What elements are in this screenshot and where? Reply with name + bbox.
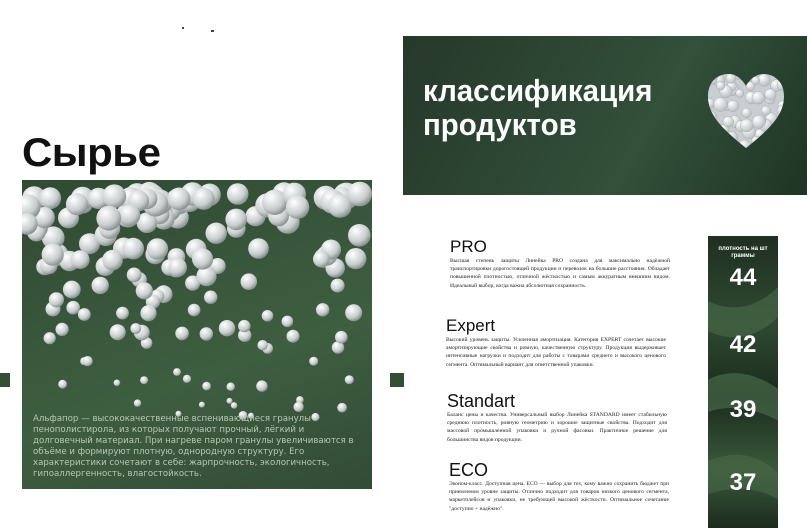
granule xyxy=(345,248,366,269)
granule xyxy=(204,291,217,304)
product-name: ECO xyxy=(449,460,489,480)
heart-granule xyxy=(740,119,753,132)
heart-granule xyxy=(777,142,786,150)
density-strip xyxy=(708,236,778,528)
heart-granule xyxy=(738,140,750,150)
granule xyxy=(39,187,61,209)
heart-granule xyxy=(736,89,744,97)
granule xyxy=(192,248,213,269)
heart-granule xyxy=(707,132,718,143)
granule xyxy=(63,281,81,299)
granule xyxy=(92,277,109,294)
granule xyxy=(193,188,215,210)
granule xyxy=(294,402,304,412)
granule xyxy=(42,244,64,266)
heart-granule xyxy=(777,79,786,90)
heart-granule xyxy=(706,111,717,123)
granule xyxy=(257,340,267,350)
heart-granule xyxy=(752,91,765,104)
granule xyxy=(227,398,233,404)
heart-granule xyxy=(768,134,782,148)
granule xyxy=(316,303,329,316)
granule xyxy=(168,188,191,211)
heart-granule xyxy=(777,72,786,82)
banner-title-line2: продуктов xyxy=(423,107,577,142)
granule xyxy=(227,183,249,205)
heart-granule xyxy=(742,108,752,118)
product-expert xyxy=(446,316,666,369)
product-name: PRO xyxy=(450,237,487,256)
raw-material-panel xyxy=(22,180,372,489)
granule xyxy=(71,250,90,269)
heart-granule xyxy=(723,116,734,127)
granule xyxy=(238,320,250,332)
heart-granule xyxy=(710,122,722,134)
product-standart xyxy=(447,391,667,444)
granule xyxy=(56,323,69,336)
granule xyxy=(78,308,91,321)
heart-granule xyxy=(777,121,786,135)
banner-title-line1: классификация xyxy=(423,73,653,108)
granule xyxy=(248,238,269,259)
granule xyxy=(225,209,247,231)
granule xyxy=(116,307,129,320)
granule xyxy=(102,184,126,208)
heart-granule xyxy=(714,98,728,112)
stray-mark xyxy=(182,27,184,29)
heart-granule xyxy=(775,122,784,131)
heart-granule xyxy=(761,106,770,115)
granule xyxy=(286,196,309,219)
granule xyxy=(130,323,141,334)
granule xyxy=(335,331,348,344)
heart-granule xyxy=(708,75,717,84)
granule xyxy=(49,292,64,307)
granule xyxy=(231,402,238,409)
product-description: Высшая степень защиты Линейка PRO создана для максимально надёжной транспортировки дорогостоящей продукции и перевозок на большие расстояния. Обладает повышенной плотностью, отличной жёсткостью и самым аккуратным внешним видом. Идеальный выбор, когда важна абсолютная сохранность. xyxy=(450,258,670,289)
classification-banner xyxy=(403,36,807,195)
granule xyxy=(175,327,189,341)
density-expert: 42 xyxy=(729,331,757,358)
granule xyxy=(147,238,168,259)
granule xyxy=(309,357,318,366)
heart-granule xyxy=(706,136,714,148)
granule xyxy=(227,383,235,391)
product-description: Высокий уровень защиты. Усиленная амортизация. Категория EXPERT сочетает высокие амортизирующие свойства и ровную, качественную структуру. Продукция выдерживает интенсивные нагрузки и подходит для работы с товарами среднего и высокого ценового сегмента. Оптимальный вариант для ответственной упаковки. xyxy=(446,337,666,368)
granule xyxy=(347,182,372,207)
heart-granule xyxy=(752,115,765,128)
granule xyxy=(188,304,201,317)
granule xyxy=(348,224,371,247)
granule xyxy=(206,223,227,244)
granule xyxy=(96,206,121,231)
raw-material-description: Альфапор — высококачественные вспенивающиеся гранулы пенополистирола, из которых получают прочный, лёгкий и долговечный материал. При нагреве паром гранулы увеличиваются в объёме и формируют плотную, однородную структуру. Его характеристики сочетают в себе: жарпрочность, экологичность, гипоаллергенность, влагостойкость. xyxy=(33,414,354,480)
granule xyxy=(140,376,148,384)
granule xyxy=(140,305,156,321)
banner-title xyxy=(423,74,652,142)
raw-material-title: Сырье xyxy=(22,131,161,175)
granule xyxy=(202,382,211,391)
density-standart: 39 xyxy=(729,396,757,423)
granule xyxy=(262,310,274,322)
product-pro xyxy=(450,237,670,290)
granule xyxy=(110,324,126,340)
granule xyxy=(58,380,67,389)
heart-granule xyxy=(752,77,760,85)
granule xyxy=(337,403,347,413)
heart-granule xyxy=(726,74,736,84)
granule xyxy=(345,375,354,384)
heart-granule xyxy=(717,138,731,150)
product-description: Эконом-класс. Доступная цена. ECO — выбор для тех, кому важно сохранить бюджет при приемлемом уровне защиты. Отлично подходит для товаров низкого ценового сегмента, маркетплейсов и упаковки, не требующей высокой жёсткости. Оптимальное сочетание "доступно + надёжно". xyxy=(449,481,669,512)
density-pro: 44 xyxy=(729,264,757,291)
heart-granule xyxy=(713,138,726,150)
granule xyxy=(256,380,267,391)
granule xyxy=(183,375,191,383)
granule xyxy=(44,332,56,344)
granule xyxy=(199,402,205,408)
stray-mark xyxy=(211,30,214,32)
granule xyxy=(219,320,235,336)
granule xyxy=(134,399,141,406)
granule xyxy=(102,250,123,271)
granule xyxy=(282,316,294,328)
granule xyxy=(287,330,300,343)
heart-granule xyxy=(716,81,725,90)
density-header: плотность на шт граммы xyxy=(718,246,768,259)
granule xyxy=(83,356,93,366)
heart-granule xyxy=(726,132,738,144)
granule xyxy=(313,251,330,268)
product-eco xyxy=(449,460,669,513)
heart-granule xyxy=(765,89,777,101)
granule xyxy=(168,258,187,277)
density-eco: 37 xyxy=(729,469,757,496)
product-name: Expert xyxy=(446,316,496,335)
page-marker-middle xyxy=(390,373,404,387)
heart-granules-icon xyxy=(706,72,786,150)
granule xyxy=(136,282,153,299)
granule xyxy=(345,304,362,321)
granule xyxy=(122,238,144,260)
page-marker-left xyxy=(0,373,10,387)
granule xyxy=(331,279,345,293)
granule xyxy=(114,380,121,387)
granule xyxy=(241,273,258,290)
granule xyxy=(66,301,80,315)
heart-granule xyxy=(727,100,738,111)
product-description: Баланс цены и качества. Универсальный выбор Линейка STANDARD имеет стабильную среднюю плотность, ровную геометрию и хорошие защитные свойства. Подходит для массовой промышленной упаковки и ручной фасовки. Практичное решение для большинства видов продукции. xyxy=(447,412,667,443)
product-name: Standart xyxy=(447,391,516,411)
granule xyxy=(200,327,213,340)
granule xyxy=(66,193,88,215)
granule xyxy=(119,204,141,226)
granule xyxy=(127,268,142,283)
heart-granule xyxy=(756,136,769,149)
heart-granule xyxy=(775,72,786,80)
granule xyxy=(173,368,181,376)
